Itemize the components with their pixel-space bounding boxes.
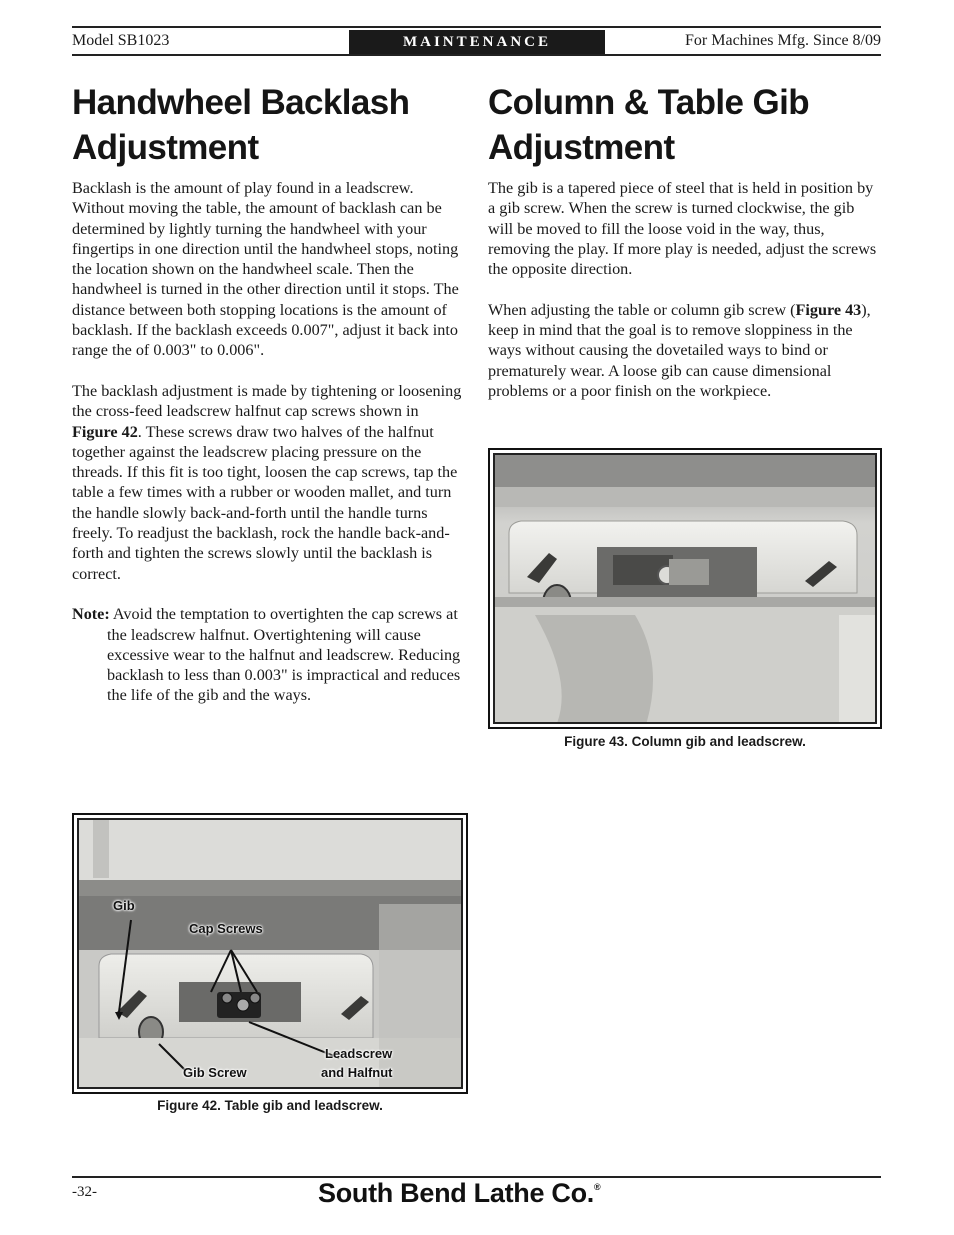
- handwheel-backlash-title: Handwheel Backlash Adjustment: [72, 83, 410, 167]
- brand-logo: [318, 1178, 600, 1209]
- label-leadscrew-1: Leadscrew: [325, 1046, 393, 1061]
- registered-mark: ®: [593, 1182, 601, 1192]
- section-banner: MAINTENANCE: [349, 30, 605, 54]
- figure-43: [488, 448, 882, 729]
- label-gib: Gib: [113, 898, 135, 913]
- figure-42: [72, 813, 468, 1094]
- figure-42-caption: Figure 42. Table gib and leadscrew.: [157, 1098, 383, 1113]
- page-header: [72, 26, 881, 56]
- brand-name: South Bend Lathe Co.: [318, 1178, 594, 1208]
- gib-p2-text-a: When adjusting the table or column gib screw (: [488, 300, 796, 319]
- mfg-date-label: For Machines Mfg. Since 8/09: [685, 32, 881, 49]
- page-number: -32-: [72, 1184, 97, 1200]
- label-gib-screw: Gib Screw: [183, 1065, 247, 1080]
- label-leadscrew-2: and Halfnut: [321, 1065, 393, 1080]
- model-label: Model SB1023: [72, 32, 170, 49]
- backlash-p2-text-a: The backlash adjustment is made by tightening or loosening the cross-feed leadscrew halfnut cap screws shown in: [72, 381, 462, 421]
- gib-adjustment-title: Column & Table Gib Adjustment: [488, 83, 810, 167]
- note-label: Note:: [72, 605, 110, 624]
- label-cap-screws: Cap Screws: [189, 921, 263, 936]
- overtighten-note: [72, 604, 468, 705]
- figure-42-photo: [77, 818, 463, 1089]
- backlash-p2-text-b: . These screws draw two halves of the halfnut together against the leadscrew placing pressure on the threads. If this fit is too tight, loosen the cap screws, tap the table a few times with a rubber or wooden mallet, and turn the handle slowly back-and-forth until the handle turns freely. To readjust the backlash, rock the handle back-and-forth and tighten the screws slowly until the backlash is correct.: [72, 422, 458, 583]
- figure-42-reference: Figure 42: [72, 422, 138, 441]
- left-column: [72, 80, 468, 706]
- figure-43-photo: [493, 453, 877, 724]
- gib-p2-text-b: ), keep in mind that the goal is to remove sloppiness in the ways without causing the dovetailed ways to bind or prematurely wear. A loose gib can cause dimensional problems or a poor finish on the workpiece.: [488, 300, 871, 400]
- table-gib-photo-svg: [79, 820, 463, 1089]
- backlash-paragraph-2: [72, 381, 468, 584]
- gib-paragraph-2: [488, 300, 882, 401]
- backlash-paragraph-1: Backlash is the amount of play found in a leadscrew. Without moving the table, the amount of backlash can be determined by lightly turning the handwheel with your fingertips in one direction until the handwheel stops, noting the location shown on the handwheel scale. Then the handwheel is turned in the other direction until it stops. The distance between both stopping locations is the amount of backlash. If the backlash exceeds 0.007", adjust it back into range the of 0.003" to 0.006".: [72, 179, 459, 360]
- note-text: Avoid the temptation to overtighten the cap screws at the leadscrew halfnut. Overtightening will cause excessive wear to the halfnut and leadscrew. Reducing backlash to less than 0.003" is impractical and reduces the life of the gib and the ways.: [107, 605, 461, 705]
- figure-43-reference: Figure 43: [795, 300, 862, 319]
- gib-paragraph-1: The gib is a tapered piece of steel that is held in position by a gib screw. When the screw is turned clockwise, the gib will be moved to fill the loose void in the way, thus, removing the play. If more play is needed, adjust the screws the opposite direction.: [488, 179, 877, 279]
- column-gib-photo-svg: [495, 455, 877, 724]
- figure-43-caption: Figure 43. Column gib and leadscrew.: [564, 734, 806, 749]
- right-column: [488, 80, 882, 422]
